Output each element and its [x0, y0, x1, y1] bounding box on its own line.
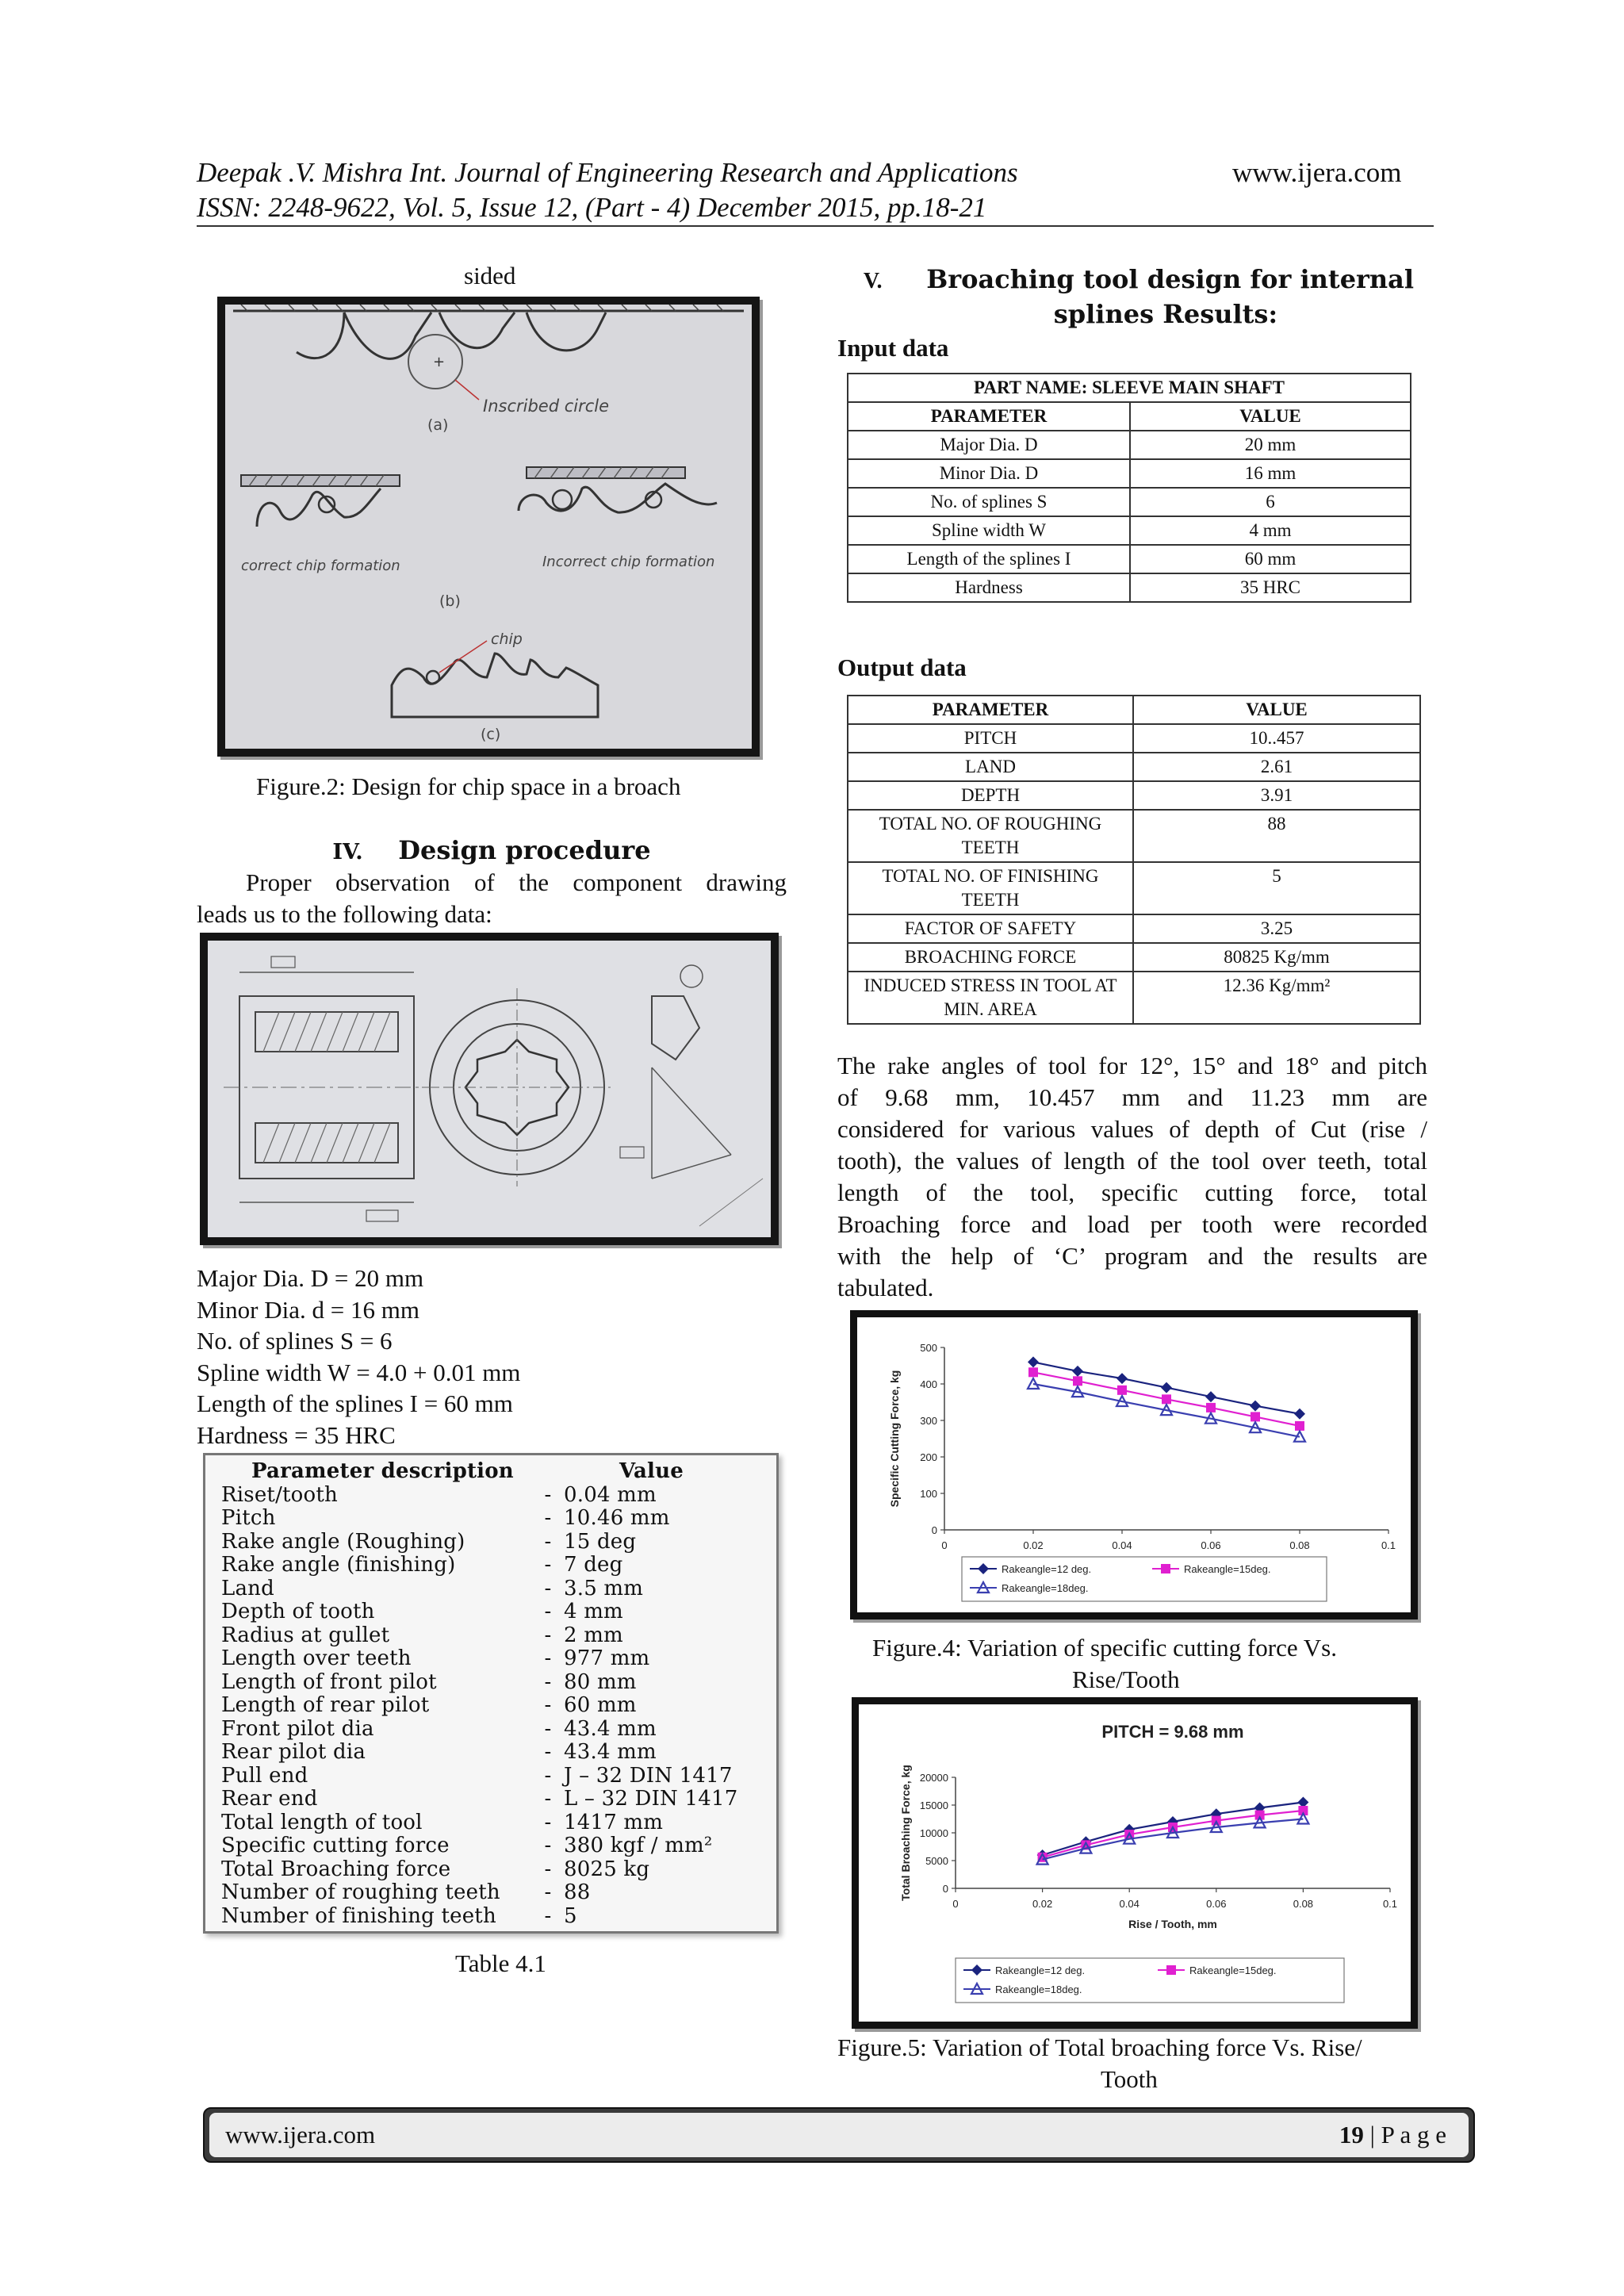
legend-label: Rakeangle=15deg. — [1184, 1563, 1271, 1575]
x-tick-label: 0.06 — [1206, 1898, 1227, 1910]
label-incorrect-chip: Incorrect chip formation — [542, 554, 715, 570]
table-row — [221, 1694, 768, 1718]
table-row — [221, 1811, 768, 1835]
table-row — [221, 1507, 768, 1531]
param-value: 15 deg — [564, 1529, 637, 1554]
param-name: Total Broaching force — [221, 1857, 451, 1881]
param-dash: - — [544, 1553, 552, 1577]
footer-page-label: | P a g e — [1363, 2121, 1446, 2148]
param-value: 7 deg — [564, 1553, 623, 1577]
figure4-chart-frame — [850, 1310, 1418, 1619]
param-dash: - — [544, 1903, 552, 1928]
param-dash: - — [544, 1810, 552, 1834]
input-data-label: Input data — [837, 334, 949, 362]
output-value: 3.91 — [1133, 781, 1420, 810]
param-value: 4 mm — [564, 1600, 623, 1623]
param-name: Length over teeth — [221, 1646, 412, 1670]
section5-number: V. — [863, 269, 883, 293]
table-row — [221, 1554, 768, 1577]
figure5-chart — [859, 1704, 1411, 2022]
param-name: Front pilot dia — [221, 1716, 374, 1741]
output-value: 88 — [1133, 810, 1420, 862]
section4-heading — [197, 833, 787, 870]
label-b: (b) — [439, 592, 461, 610]
data-point — [1028, 1367, 1038, 1377]
legend-label: Rakeangle=15deg. — [1189, 1964, 1277, 1976]
input-param: Major Dia. D — [848, 431, 1130, 459]
section5-title-line1: Broaching tool design for internal — [926, 264, 1415, 294]
param-name: Pull end — [221, 1763, 308, 1788]
output-param: DEPTH — [848, 781, 1133, 810]
label-a: (a) — [427, 416, 449, 434]
table-row — [221, 1624, 768, 1648]
param-dash: - — [544, 1716, 552, 1741]
y-tick-label: 400 — [920, 1378, 937, 1390]
output-header-param: PARAMETER — [848, 696, 1133, 724]
param-name: Riset/tooth — [221, 1482, 338, 1507]
paragraph-line: Broaching force and load per tooth were recorded — [837, 1210, 1427, 1238]
param-value: 88 — [564, 1880, 591, 1904]
table41-header-param: Parameter description — [251, 1459, 514, 1483]
figure5-chart-frame — [852, 1697, 1418, 2029]
param-value: 43.4 mm — [564, 1740, 657, 1764]
input-value: 4 mm — [1130, 516, 1411, 545]
paragraph-line: with the help of ‘C’ program and the results are — [837, 1242, 1427, 1270]
legend-label: Rakeangle=12 deg. — [1002, 1563, 1092, 1575]
output-param: LAND — [848, 753, 1133, 781]
param-name: Number of finishing teeth — [221, 1903, 496, 1928]
figure4-chart — [857, 1317, 1411, 1612]
spec-major-dia: Major Dia. D = 20 mm — [197, 1264, 424, 1292]
data-point — [1205, 1391, 1216, 1402]
header-rule — [197, 225, 1434, 227]
data-point — [1161, 1382, 1172, 1393]
table-row — [221, 1788, 768, 1811]
y-tick-label: 0 — [942, 1883, 948, 1895]
figure4-caption-line1: Figure.4: Variation of specific cutting force Vs. — [872, 1634, 1337, 1662]
data-point — [1294, 1409, 1305, 1420]
param-dash: - — [544, 1529, 552, 1554]
param-value: 0.04 mm — [564, 1482, 657, 1507]
table-row — [848, 753, 1420, 781]
output-data-table — [847, 695, 1421, 1025]
y-tick-label: 10000 — [919, 1827, 948, 1839]
table-row — [221, 1671, 768, 1695]
section5-heading-line1 — [837, 262, 1440, 299]
legend-marker — [1166, 1965, 1176, 1975]
param-name: Rear end — [221, 1787, 318, 1811]
param-name: Rear pilot dia — [221, 1740, 366, 1764]
paragraph-line: length of the tool, specific cutting force, total — [837, 1179, 1427, 1206]
param-value: 3.5 mm — [564, 1576, 644, 1600]
x-tick-label: 0.08 — [1293, 1898, 1314, 1910]
figure2-caption: Figure.2: Design for chip space in a broach — [256, 772, 681, 800]
param-dash: - — [544, 1669, 552, 1694]
param-name: Total length of tool — [221, 1810, 423, 1834]
component-drawing — [208, 941, 771, 1237]
table-row — [848, 724, 1420, 753]
y-tick-label: 100 — [920, 1488, 937, 1500]
output-param: TOTAL NO. OF ROUGHING TEETH — [848, 810, 1133, 862]
design-paragraph-line1: Proper observation of the component drawing — [246, 868, 787, 896]
param-dash: - — [544, 1787, 552, 1811]
figure2-image — [217, 297, 760, 757]
component-drawing-image — [200, 933, 779, 1245]
legend-label: Rakeangle=12 deg. — [995, 1964, 1086, 1976]
param-value: 380 kgf / mm² — [564, 1834, 713, 1857]
data-point — [1251, 1412, 1260, 1421]
y-tick-label: 20000 — [919, 1772, 948, 1784]
paragraph-line: tooth), the values of length of the tool over teeth, total — [837, 1147, 1427, 1175]
x-tick-label: 0.1 — [1382, 1898, 1398, 1910]
table-row — [848, 972, 1420, 1024]
param-value: 977 mm — [564, 1646, 650, 1670]
param-name: Length of front pilot — [221, 1669, 437, 1694]
param-dash: - — [544, 1693, 552, 1717]
data-point — [1250, 1401, 1261, 1412]
param-value: J – 32 DIN 1417 — [564, 1763, 733, 1788]
table-4-1 — [203, 1453, 779, 1934]
output-header-value: VALUE — [1133, 696, 1420, 724]
input-value: 60 mm — [1130, 545, 1411, 573]
param-name: Rake angle (Roughing) — [221, 1529, 465, 1554]
paragraph-line: of 9.68 mm, 10.457 mm and 11.23 mm are — [837, 1083, 1427, 1111]
design-paragraph-line2: leads us to the following data: — [197, 900, 492, 928]
table-row — [848, 810, 1420, 862]
svg-text:+: + — [433, 354, 446, 370]
param-name: Pitch — [221, 1506, 276, 1530]
param-dash: - — [544, 1506, 552, 1530]
spec-spline-width: Spline width W = 4.0 + 0.01 mm — [197, 1359, 521, 1386]
output-param: INDUCED STRESS IN TOOL AT MIN. AREA — [848, 972, 1133, 1024]
results-paragraph — [837, 1050, 1427, 1304]
y-axis-label: Specific Cutting Force, kg — [888, 1370, 901, 1508]
header-issn-line: ISSN: 2248-9622, Vol. 5, Issue 12, (Part - 4) December 2015, pp.18-21 — [197, 192, 987, 223]
label-correct-chip: correct chip formation — [241, 558, 400, 574]
table-row — [221, 1647, 768, 1671]
input-param: Length of the splines I — [848, 545, 1130, 573]
chart-title: PITCH = 9.68 mm — [1101, 1722, 1244, 1742]
data-point — [1295, 1421, 1304, 1431]
table-row — [848, 781, 1420, 810]
table-row — [848, 516, 1411, 545]
output-data-label: Output data — [837, 654, 967, 681]
spec-minor-dia: Minor Dia. d = 16 mm — [197, 1296, 419, 1324]
param-dash: - — [544, 1576, 552, 1600]
data-point — [1028, 1378, 1039, 1389]
spec-no-splines: No. of splines S = 6 — [197, 1327, 393, 1355]
paragraph-line: tabulated. — [837, 1274, 934, 1301]
table41-caption: Table 4.1 — [455, 1949, 546, 1977]
table-row — [221, 1600, 768, 1624]
input-header-param: PARAMETER — [848, 402, 1130, 431]
param-dash: - — [544, 1600, 552, 1623]
paragraph-line: considered for various values of depth of Cut (rise / — [837, 1115, 1427, 1143]
param-value: 43.4 mm — [564, 1716, 657, 1741]
data-point — [1206, 1403, 1216, 1412]
table-row — [848, 459, 1411, 488]
param-value: 8025 kg — [564, 1857, 650, 1881]
param-dash: - — [544, 1482, 552, 1507]
table41-header-value: Value — [619, 1459, 684, 1483]
input-param: Minor Dia. D — [848, 459, 1130, 488]
y-tick-label: 0 — [931, 1524, 937, 1536]
param-name: Specific cutting force — [221, 1834, 450, 1857]
data-point — [1162, 1394, 1171, 1404]
label-c: (c) — [481, 726, 501, 743]
param-dash: - — [544, 1857, 552, 1881]
output-param: FACTOR OF SAFETY — [848, 914, 1133, 943]
input-param: No. of splines S — [848, 488, 1130, 516]
figure2-sketch — [225, 305, 752, 749]
param-dash: - — [544, 1880, 552, 1904]
section5-heading-line2: splines Results: — [1053, 299, 1278, 329]
param-dash: - — [544, 1740, 552, 1764]
y-axis-label: Total Broaching Force, kg — [899, 1765, 912, 1901]
table-row — [848, 943, 1420, 972]
output-value: 2.61 — [1133, 753, 1420, 781]
footer-website: www.ijera.com — [225, 2121, 376, 2148]
x-tick-label: 0 — [952, 1898, 959, 1910]
param-value: 10.46 mm — [564, 1506, 670, 1530]
input-param: Spline width W — [848, 516, 1130, 545]
param-dash: - — [544, 1623, 552, 1647]
label-inscribed-circle: Inscribed circle — [483, 397, 610, 416]
input-value: 16 mm — [1130, 459, 1411, 488]
output-value: 5 — [1133, 862, 1420, 914]
input-param: Hardness — [848, 573, 1130, 602]
footer-bar — [203, 2107, 1475, 2163]
x-tick-label: 0.04 — [1112, 1539, 1132, 1551]
input-header-value: VALUE — [1130, 402, 1411, 431]
param-value: 60 mm — [564, 1693, 637, 1717]
x-tick-label: 0.02 — [1023, 1539, 1044, 1551]
table-row — [221, 1765, 768, 1788]
input-part-name: PART NAME: SLEEVE MAIN SHAFT — [848, 374, 1411, 402]
param-value: 80 mm — [564, 1669, 637, 1694]
output-param: PITCH — [848, 724, 1133, 753]
legend-label: Rakeangle=18deg. — [995, 1984, 1082, 1995]
param-value: 5 — [564, 1903, 577, 1928]
y-tick-label: 200 — [920, 1451, 937, 1463]
table-row — [848, 545, 1411, 573]
data-point — [1028, 1356, 1039, 1367]
table-row — [848, 914, 1420, 943]
footer-page — [1339, 2119, 1446, 2151]
param-name: Radius at gullet — [221, 1623, 390, 1647]
x-axis-label: Rise / Tooth, mm — [1128, 1918, 1217, 1930]
param-name: Length of rear pilot — [221, 1693, 430, 1717]
table-row — [221, 1718, 768, 1742]
output-value: 80825 Kg/mm — [1133, 943, 1420, 972]
legend-marker — [1161, 1564, 1170, 1573]
input-value: 6 — [1130, 488, 1411, 516]
table-row — [221, 1858, 768, 1882]
input-value: 35 HRC — [1130, 573, 1411, 602]
header-journal-line: Deepak .V. Mishra Int. Journal of Engineering Research and Applications — [197, 157, 1018, 188]
data-point — [1117, 1386, 1127, 1395]
paragraph-line: The rake angles of tool for 12°, 15° and 18° and pitch — [837, 1052, 1427, 1079]
header-website: www.ijera.com — [1232, 157, 1402, 188]
x-tick-label: 0.02 — [1032, 1898, 1053, 1910]
section4-number: IV. — [332, 840, 363, 864]
input-value: 20 mm — [1130, 431, 1411, 459]
table-row — [221, 1577, 768, 1601]
output-param: BROACHING FORCE — [848, 943, 1133, 972]
table-row — [221, 1881, 768, 1905]
param-value: L – 32 DIN 1417 — [564, 1787, 738, 1811]
x-tick-label: 0.1 — [1381, 1539, 1396, 1551]
output-value: 10..457 — [1133, 724, 1420, 753]
data-point — [1072, 1366, 1083, 1377]
table-row — [221, 1484, 768, 1508]
table-row — [848, 488, 1411, 516]
spec-hardness: Hardness = 35 HRC — [197, 1421, 396, 1449]
table-row — [221, 1834, 768, 1858]
continued-word: sided — [464, 262, 516, 289]
param-dash: - — [544, 1646, 552, 1670]
table-row — [848, 862, 1420, 914]
x-tick-label: 0.06 — [1201, 1539, 1221, 1551]
spec-spline-length: Length of the splines I = 60 mm — [197, 1389, 513, 1417]
x-tick-label: 0.08 — [1289, 1539, 1310, 1551]
param-value: 1417 mm — [564, 1810, 664, 1834]
y-tick-label: 5000 — [925, 1855, 948, 1867]
param-name: Rake angle (finishing) — [221, 1553, 456, 1577]
data-point — [1116, 1373, 1128, 1384]
param-name: Land — [221, 1576, 274, 1600]
param-name: Number of roughing teeth — [221, 1880, 500, 1904]
data-point — [1073, 1376, 1082, 1386]
output-value: 12.36 Kg/mm² — [1133, 972, 1420, 1024]
y-tick-label: 15000 — [919, 1800, 948, 1811]
figure4-caption-line2: Rise/Tooth — [1072, 1665, 1180, 1693]
y-tick-label: 300 — [920, 1415, 937, 1427]
param-dash: - — [544, 1834, 552, 1857]
param-value: 2 mm — [564, 1623, 623, 1647]
y-tick-label: 500 — [920, 1342, 937, 1354]
param-dash: - — [544, 1763, 552, 1788]
table-row — [848, 573, 1411, 602]
table-row — [848, 431, 1411, 459]
table-row — [221, 1741, 768, 1765]
label-chip: chip — [491, 631, 523, 648]
input-data-table — [847, 373, 1411, 603]
figure5-caption-line1: Figure.5: Variation of Total broaching force Vs. Rise/ — [837, 2033, 1362, 2061]
table-row — [221, 1905, 768, 1929]
table-row — [221, 1531, 768, 1554]
footer-page-number: 19 — [1339, 2121, 1364, 2148]
param-name: Depth of tooth — [221, 1600, 375, 1623]
figure5-caption-line2: Tooth — [1101, 2065, 1158, 2093]
x-tick-label: 0.04 — [1119, 1898, 1139, 1910]
output-param: TOTAL NO. OF FINISHING TEETH — [848, 862, 1133, 914]
output-value: 3.25 — [1133, 914, 1420, 943]
legend-label: Rakeangle=18deg. — [1002, 1582, 1089, 1594]
x-tick-label: 0 — [941, 1539, 948, 1551]
section4-title: Design procedure — [398, 835, 651, 865]
